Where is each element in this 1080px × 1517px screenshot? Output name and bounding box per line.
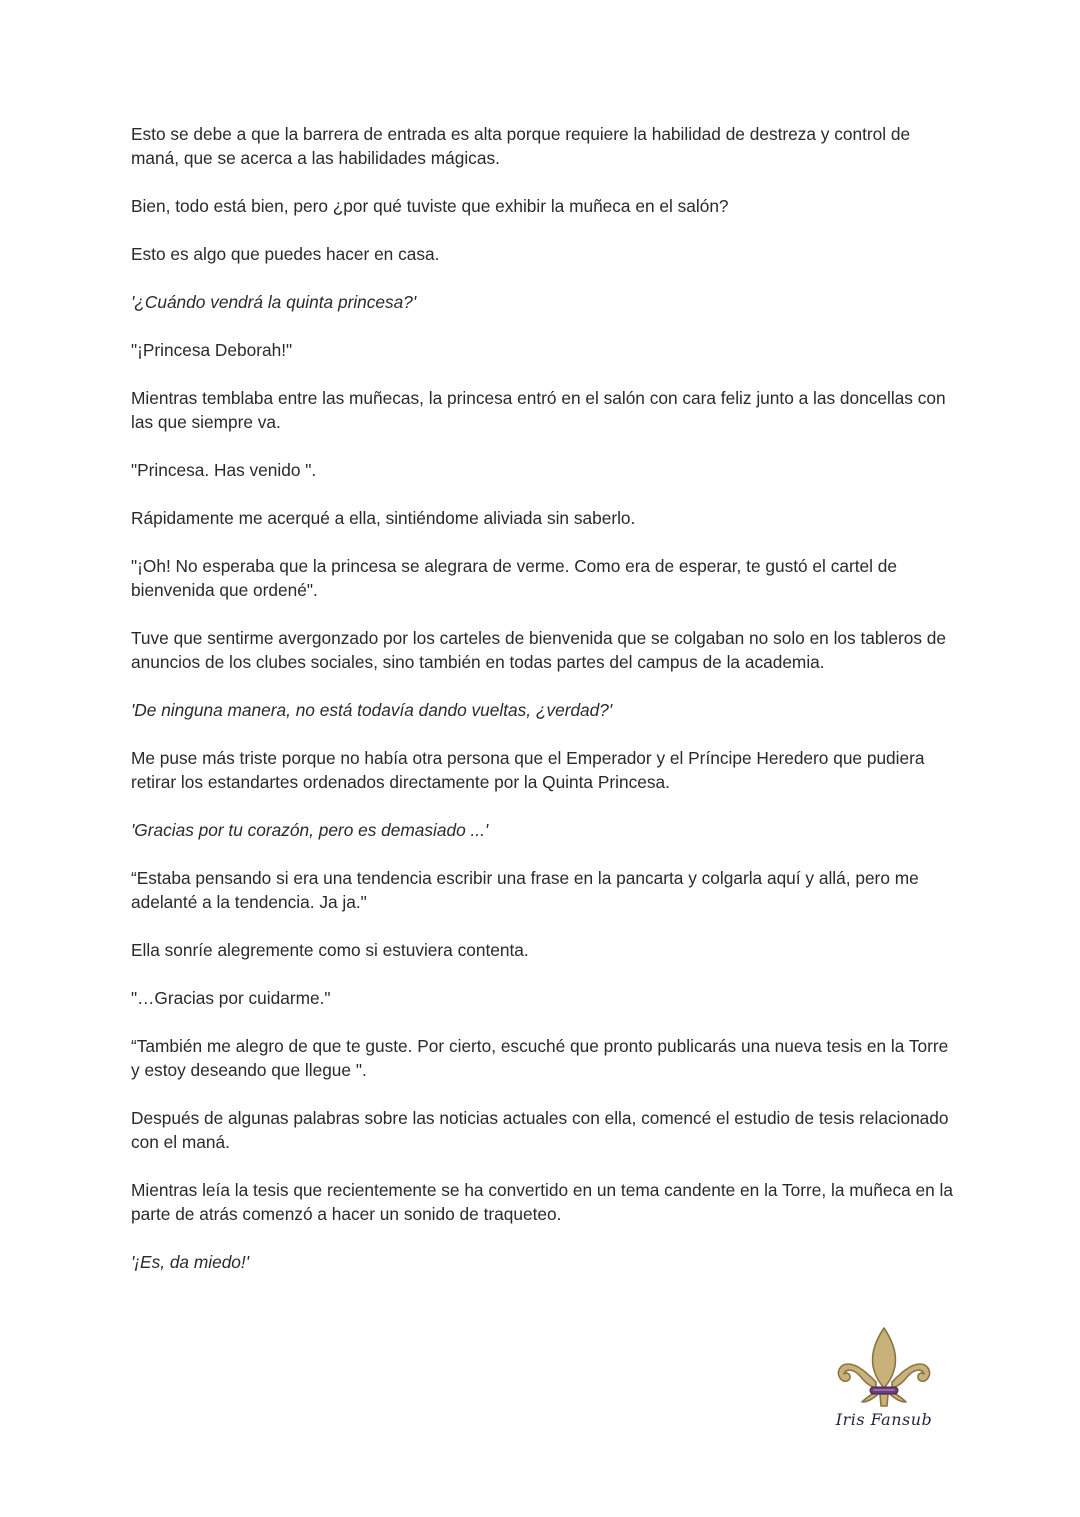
iris-fansub-logo	[832, 1324, 936, 1440]
paragraph-6: Mientras temblaba entre las muñecas, la princesa entró en el salón con cara feliz junto a las doncellas con las que siempre va.	[131, 388, 946, 432]
paragraph-3: Esto es algo que puedes hacer en casa.	[131, 244, 440, 264]
paragraph-17: “También me alegro de que te guste. Por cierto, escuché que pronto publicarás una nueva tesis en la Torre y estoy deseando que llegue ".	[131, 1036, 949, 1080]
paragraph-20: '¡Es, da miedo!'	[131, 1252, 250, 1272]
paragraph-11: 'De ninguna manera, no está todavía dando vueltas, ¿verdad?'	[131, 700, 613, 720]
paragraph-4: '¿Cuándo vendrá la quinta princesa?'	[131, 292, 417, 312]
paragraph-2: Bien, todo está bien, pero ¿por qué tuviste que exhibir la muñeca en el salón?	[131, 196, 729, 216]
paragraph-15: Ella sonríe alegremente como si estuviera contenta.	[131, 940, 529, 960]
paragraph-5: "¡Princesa Deborah!"	[131, 340, 293, 360]
document-body	[131, 122, 961, 1298]
paragraph-8: Rápidamente me acerqué a ella, sintiéndome aliviada sin saberlo.	[131, 508, 636, 528]
paragraph-13: 'Gracias por tu corazón, pero es demasiado ...'	[131, 820, 489, 840]
paragraph-12: Me puse más triste porque no había otra persona que el Emperador y el Príncipe Heredero que pudiera retirar los estandartes ordenados directamente por la Quinta Princesa.	[131, 748, 925, 792]
paragraph-7: "Princesa. Has venido ".	[131, 460, 317, 480]
paragraph-18: Después de algunas palabras sobre las noticias actuales con ella, comencé el estudio de tesis relacionado con el maná.	[131, 1108, 949, 1152]
paragraph-10: Tuve que sentirme avergonzado por los carteles de bienvenida que se colgaban no solo en los tableros de anuncios de los clubes sociales, sino también en todas partes del campus de la academia.	[131, 628, 946, 672]
logo-text: Iris Fansub	[835, 1410, 933, 1429]
paragraph-14: “Estaba pensando si era una tendencia escribir una frase en la pancarta y colgarla aquí y allá, pero me adelanté a la tendencia. Ja ja."	[131, 868, 919, 912]
paragraph-1: Esto se debe a que la barrera de entrada es alta porque requiere la habilidad de destreza y control de maná, que se acerca a las habilidades mágicas.	[131, 124, 911, 168]
fleur-de-lis-icon	[832, 1324, 936, 1410]
paragraph-9: "¡Oh! No esperaba que la princesa se alegrara de verme. Como era de esperar, te gustó el cartel de bienvenida que ordené".	[131, 556, 897, 600]
paragraph-19: Mientras leía la tesis que recientemente se ha convertido en un tema candente en la Torre, la muñeca en la parte de atrás comenzó a hacer un sonido de traqueteo.	[131, 1180, 953, 1224]
paragraph-16: "…Gracias por cuidarme."	[131, 988, 331, 1008]
